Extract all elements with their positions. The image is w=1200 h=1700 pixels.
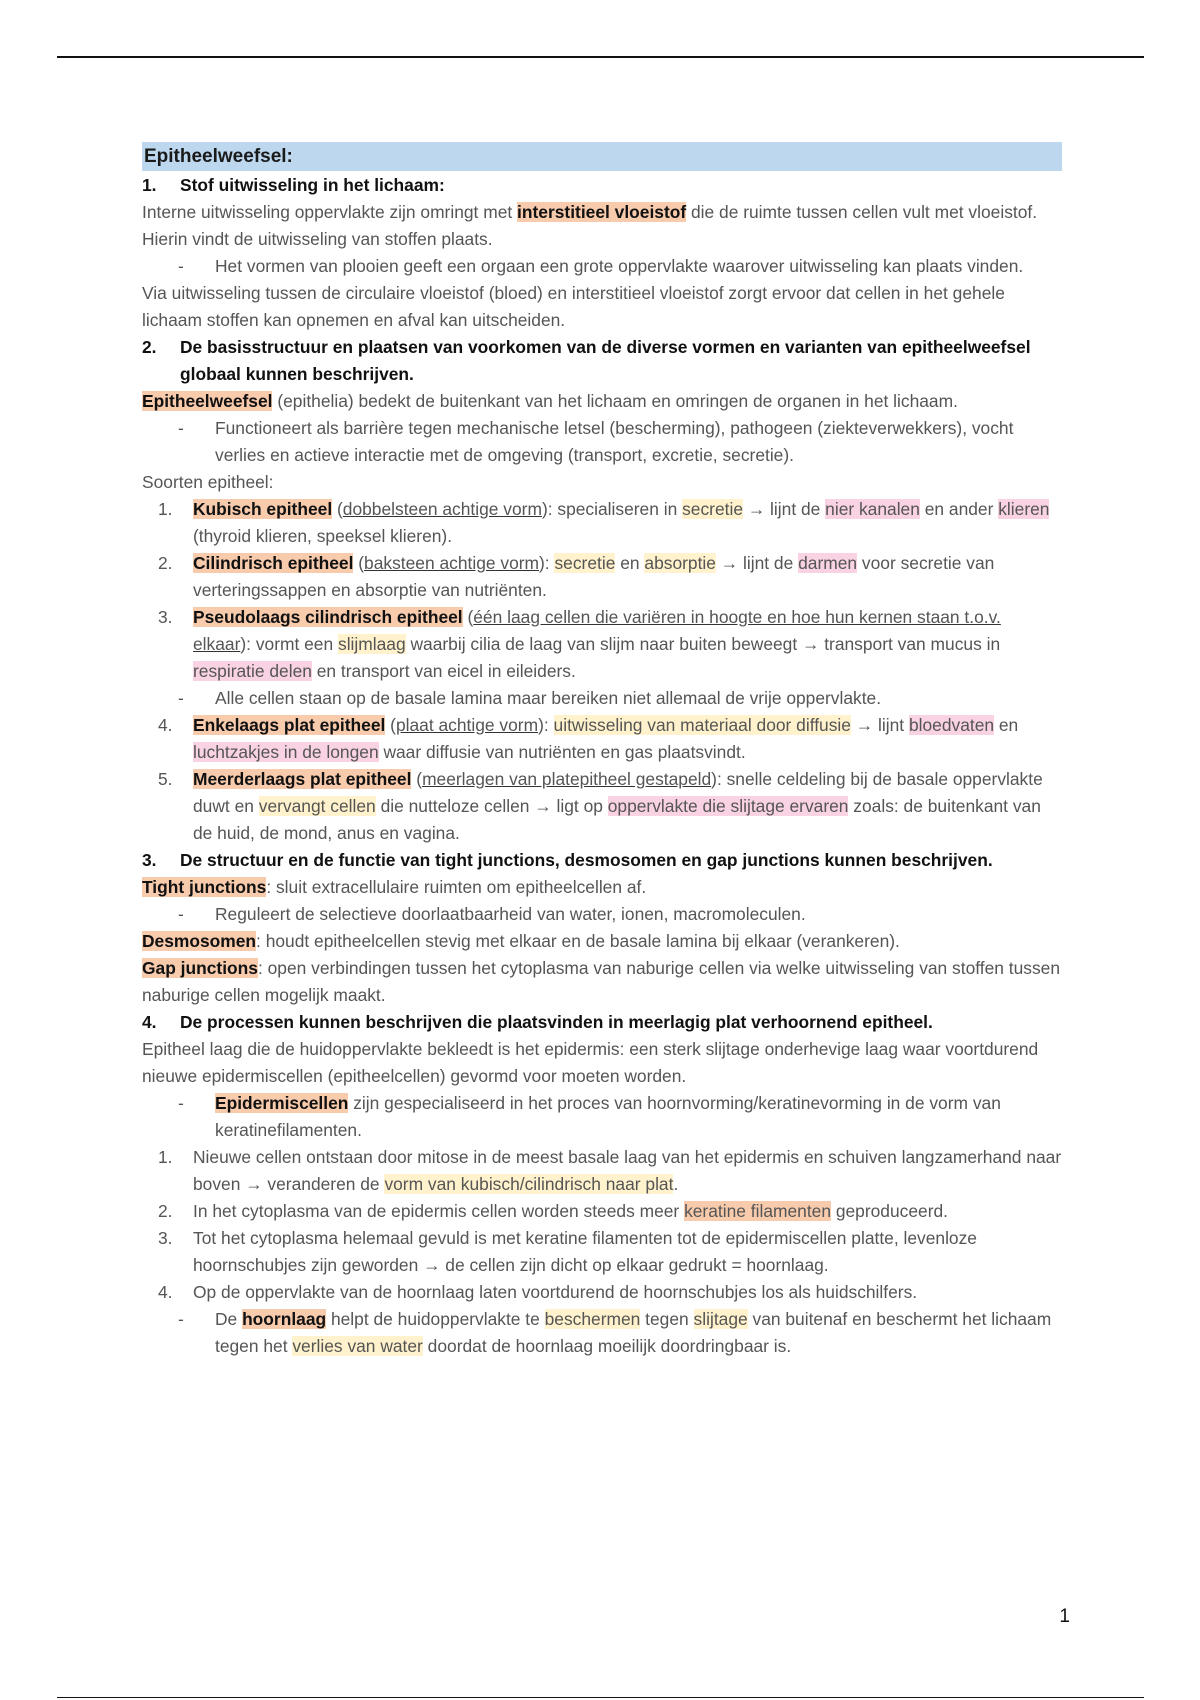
list-number: 3. — [158, 1228, 173, 1248]
dash-item — [142, 253, 1062, 280]
header-rule — [57, 56, 1144, 58]
highlight-term: interstitieel vloeistof — [517, 202, 687, 222]
dash-bullet: - — [178, 1093, 184, 1113]
list-text: Enkelaags plat epitheel (plaat achtige vorm): uitwisseling van materiaal door diffusie → lijnt bloedvaten en luchtzakjes in de longen waar diffusie van nutriënten en gas plaatsvindt. — [193, 715, 1019, 762]
paragraph — [142, 874, 1062, 901]
list-item — [142, 712, 1062, 766]
list-text: Tot het cytoplasma helemaal gevuld is met keratine filamenten tot de epidermiscellen platte, levenloze hoornschubjes zijn geworden → de cellen zijn dicht op elkaar gedrukt = hoornlaag. — [193, 1228, 977, 1275]
section-number: 2. — [142, 337, 157, 357]
paragraph — [142, 388, 1062, 415]
list-text — [193, 1198, 1062, 1225]
dash-bullet: - — [178, 418, 184, 438]
list-number: 1. — [158, 499, 173, 519]
dash-text: Reguleert de selectieve doorlaatbaarheid van water, ionen, macromoleculen. — [215, 904, 806, 924]
text: In het cytoplasma van de epidermis cellen worden steeds meer — [193, 1201, 685, 1221]
list-number: 2. — [158, 1201, 173, 1221]
highlight-yellow: slijtage — [693, 1309, 748, 1329]
text: ): snelle celdeling bij de basale oppervlakte duwt en — [193, 769, 1043, 816]
highlight-yellow: slijmlaag — [338, 634, 406, 654]
text: Nieuwe cellen ontstaan door mitose in de meest basale laag van het epidermis en schuiven langzamerhand naar boven → veranderen de — [193, 1147, 1062, 1194]
text: . — [673, 1174, 679, 1194]
text: ): specialiseren in — [541, 499, 683, 519]
text: die de ruimte tussen cellen vult met vloeistof. Hierin vindt de uitwisseling van stoffen plaats. — [142, 202, 1038, 249]
page-number: 1 — [1059, 1606, 1070, 1627]
text: helpt de huidoppervlakte te — [326, 1309, 545, 1329]
highlight-yellow: verlies van water — [292, 1336, 423, 1356]
text: zoals: de buitenkant van de huid, de mond, anus en vagina. — [193, 796, 1041, 843]
section-3-heading — [142, 847, 1062, 874]
list-number: 1. — [158, 1147, 173, 1167]
text: voor secretie van verteringssappen en absorptie van nutriënten. — [193, 553, 995, 600]
highlight-pink: nier kanalen — [825, 499, 920, 519]
dash-item — [142, 1090, 1062, 1144]
highlight-pink: luchtzakjes in de longen — [193, 742, 379, 762]
dash-item — [142, 415, 1062, 469]
dash-text: Functioneert als barrière tegen mechanische letsel (bescherming), pathogeen (ziekteverwekkers), vocht verlies en actieve interactie met de omgeving (transport, excretie, secretie). — [215, 418, 1014, 465]
term: Epidermiscellen — [215, 1093, 349, 1113]
underlined-text: één laag cellen die variëren in hoogte en hoe hun kernen staan t.o.v. elkaar — [193, 607, 1001, 654]
term: Desmosomen — [142, 931, 257, 951]
term: Pseudolaags cilindrisch epitheel — [193, 607, 463, 627]
list-text: Meerderlaags plat epitheel (meerlagen van platepitheel gestapeld): snelle celdeling bij de basale oppervlakte duwt en vervangt cellen die nutteloze cellen → ligt op oppervlakte die slijtage ervaren zoals: de buitenkant van de huid, de mond, anus en vagina. — [193, 769, 1043, 843]
term: Kubisch epitheel — [193, 499, 333, 519]
highlight-yellow: vervangt cellen — [258, 796, 376, 816]
page-title: Epitheelweefsel: — [142, 142, 1062, 171]
highlight-pink: darmen — [798, 553, 858, 573]
highlight-yellow: absorptie — [644, 553, 716, 573]
text: geproduceerd. — [831, 1201, 948, 1221]
text: ): vormt een — [240, 634, 338, 654]
list-text: Pseudolaags cilindrisch epitheel (één laag cellen die variëren in hoogte en hoe hun kernen staan t.o.v. elkaar): vormt een slijmlaag waarbij cilia de laag van slijm naar buiten beweegt → transport van mucus in respiratie delen en transport van eicel in eileiders. — [193, 607, 1001, 681]
text: ): — [538, 715, 554, 735]
text: → lijnt — [850, 715, 909, 735]
dash-text: Alle cellen staan op de basale lamina maar bereiken niet allemaal de vrije oppervlakte. — [215, 688, 882, 708]
underlined-text: dobbelsteen achtige vorm — [342, 499, 542, 519]
list-item — [142, 1225, 1062, 1279]
list-item — [142, 604, 1062, 685]
list-text: Op de oppervlakte van de hoornlaag laten voortdurend de hoornschubjes los als huidschilfers. — [193, 1282, 918, 1302]
section-4-heading — [142, 1009, 1062, 1036]
text: waar diffusie van nutriënten en gas plaatsvindt. — [378, 742, 746, 762]
underlined-text: meerlagen van platepitheel gestapeld — [422, 769, 712, 789]
text: zijn gespecialiseerd in het proces van hoornvorming/keratinevorming in de vorm van keratinefilamenten. — [215, 1093, 1001, 1140]
highlight-pink: respiratie delen — [193, 661, 312, 681]
list-item — [142, 1144, 1062, 1198]
paragraph: Via uitwisseling tussen de circulaire vloeistof (bloed) en interstitieel vloeistof zorgt ervoor dat cellen in het gehele lichaam stoffen kan opnemen en afval kan uitscheiden. — [142, 283, 1005, 330]
highlight-yellow: secretie — [554, 553, 616, 573]
highlight-orange: keratine filamenten — [684, 1201, 831, 1221]
text: Interne uitwisseling oppervlakte zijn omringt met — [142, 202, 518, 222]
paragraph — [142, 928, 1062, 955]
subheading: Soorten epitheel: — [142, 472, 274, 492]
term: Gap junctions — [142, 958, 258, 978]
list-number: 4. — [158, 1282, 173, 1302]
dash-item — [142, 901, 1062, 928]
dash-text — [215, 1090, 1062, 1144]
section-title: De processen kunnen beschrijven die plaatsvinden in meerlagig plat verhoornend epitheel. — [180, 1012, 933, 1032]
term: Meerderlaags plat epitheel — [193, 769, 412, 789]
section-number: 4. — [142, 1012, 157, 1032]
text: en ander — [919, 499, 999, 519]
highlight-pink: klieren — [998, 499, 1050, 519]
text: De — [215, 1309, 243, 1329]
underlined-text: baksteen achtige vorm — [364, 553, 540, 573]
text: : open verbindingen tussen het cytoplasma van naburige cellen via welke uitwisseling van stoffen tussen naburige cellen mogelijk maakt. — [142, 958, 1061, 1005]
text: en — [994, 715, 1019, 735]
term: Cilindrisch epitheel — [193, 553, 354, 573]
highlight-term: Epitheelweefsel — [142, 391, 273, 411]
section-title: De structuur en de functie van tight junctions, desmosomen en gap junctions kunnen beschrijven. — [180, 850, 993, 870]
text: → lijnt de — [743, 499, 826, 519]
list-number: 2. — [158, 553, 173, 573]
dash-bullet: - — [178, 904, 184, 924]
dash-text: Het vormen van plooien geeft een orgaan een grote oppervlakte waarover uitwisseling kan plaats vinden. — [215, 256, 1024, 276]
term: Enkelaags plat epitheel — [193, 715, 386, 735]
highlight-pink: oppervlakte die slijtage ervaren — [607, 796, 849, 816]
text: en transport van eicel in eileiders. — [311, 661, 576, 681]
text: en — [615, 553, 645, 573]
highlight-yellow: beschermen — [544, 1309, 641, 1329]
term: hoornlaag — [242, 1309, 327, 1329]
text: die nutteloze cellen → ligt op — [375, 796, 608, 816]
dash-text — [215, 1306, 1062, 1360]
dash-item — [142, 685, 1062, 712]
highlight-yellow: secretie — [682, 499, 743, 519]
list-number: 5. — [158, 769, 173, 789]
highlight-pink: bloedvaten — [908, 715, 995, 735]
list-text — [193, 1144, 1062, 1198]
list-text: Cilindrisch epitheel (baksteen achtige vorm): secretie en absorptie → lijnt de darmen voor secretie van verteringssappen en absorptie van nutriënten. — [193, 553, 995, 600]
underlined-text: plaat achtige vorm — [395, 715, 539, 735]
section-title: Stof uitwisseling in het lichaam: — [180, 175, 445, 195]
dash-item — [142, 1306, 1062, 1360]
list-item — [142, 1198, 1062, 1225]
term: Tight junctions — [142, 877, 267, 897]
highlight-yellow: vorm van kubisch/cilindrisch naar plat — [384, 1174, 674, 1194]
list-text: Kubisch epitheel (dobbelsteen achtige vorm): specialiseren in secretie → lijnt de nier kanalen en ander klieren (thyroid klieren, speeksel klieren). — [193, 499, 1050, 546]
list-item — [142, 766, 1062, 847]
dash-bullet: - — [178, 1309, 184, 1329]
section-number: 1. — [142, 175, 157, 195]
list-number: 4. — [158, 715, 173, 735]
text: (epithelia) bedekt de buitenkant van het lichaam en omringen de organen in het lichaam. — [272, 391, 958, 411]
paragraph: Epitheel laag die de huidoppervlakte bekleedt is het epidermis: een sterk slijtage onderhevige laag waar voortdurend nieuwe epidermiscellen (epitheelcellen) gevormd voor moeten worden. — [142, 1039, 1039, 1086]
highlight-yellow: uitwisseling van materiaal door diffusie — [553, 715, 851, 735]
section-1-heading — [142, 172, 1062, 199]
list-item — [142, 1279, 1062, 1306]
list-item — [142, 496, 1062, 550]
section-title: De basisstructuur en plaatsen van voorkomen van de diverse vormen en varianten van epitheelweefsel globaal kunnen beschrijven. — [180, 337, 1031, 384]
dash-bullet: - — [178, 688, 184, 708]
text: waarbij cilia de laag van slijm naar buiten beweegt → transport van mucus in — [405, 634, 1001, 654]
text: : houdt epitheelcellen stevig met elkaar en de basale lamina bij elkaar (verankeren). — [256, 931, 900, 951]
text: tegen — [640, 1309, 694, 1329]
text: ): — [539, 553, 555, 573]
footer-rule — [57, 1697, 1144, 1698]
text: → lijnt de — [715, 553, 799, 573]
document-body — [142, 142, 1062, 1360]
paragraph — [142, 199, 1062, 253]
dash-bullet: - — [178, 256, 184, 276]
text: : sluit extracellulaire ruimten om epitheelcellen af. — [266, 877, 647, 897]
section-2-heading — [142, 334, 1062, 388]
paragraph — [142, 955, 1062, 1009]
text: doordat de hoornlaag moeilijk doordringbaar is. — [422, 1336, 792, 1356]
section-number: 3. — [142, 850, 157, 870]
list-item — [142, 550, 1062, 604]
text: (thyroid klieren, speeksel klieren). — [193, 526, 453, 546]
text: van buitenaf en beschermt het lichaam tegen het — [215, 1309, 1052, 1356]
list-number: 3. — [158, 607, 173, 627]
